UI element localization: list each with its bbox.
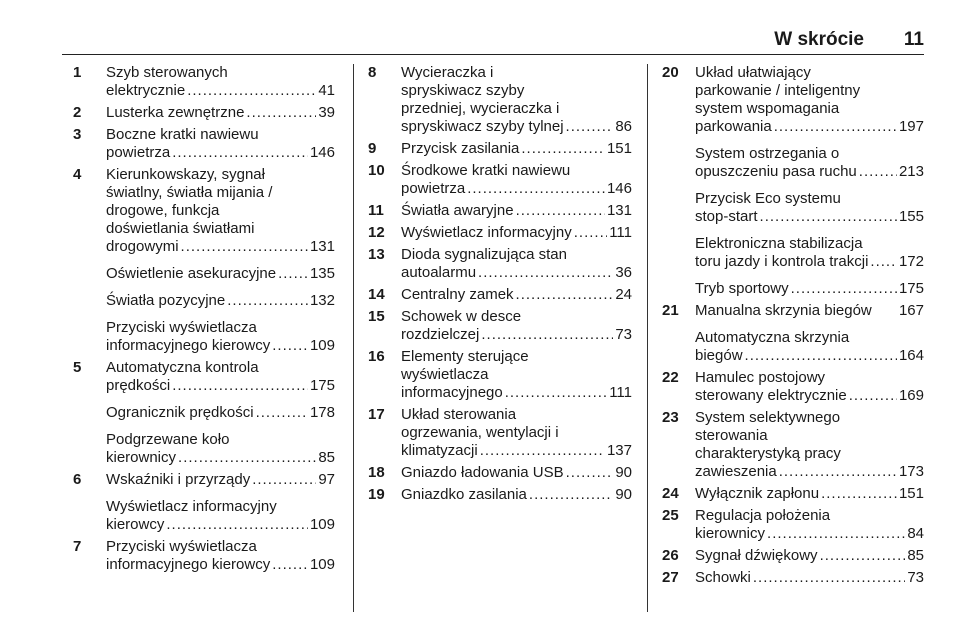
entry-last-line	[401, 140, 632, 158]
leader-dots	[178, 449, 316, 467]
entry-last-line	[401, 486, 632, 504]
entry-label: rozdzielczej	[401, 326, 480, 343]
leader-dots	[166, 516, 308, 534]
index-entry	[662, 485, 924, 503]
page-reference: 85	[907, 547, 924, 564]
entry-last-line	[106, 82, 335, 100]
entry-number: 17	[368, 406, 385, 423]
entry-label: kierownicy	[695, 525, 766, 542]
entry-number: 24	[662, 485, 679, 502]
entry-text-line: Układ sterowania	[401, 406, 517, 423]
leader-dots	[574, 224, 607, 242]
entry-label: Gniazdo ładowania USB	[401, 464, 564, 481]
entry-text-line: wyświetlacza	[401, 366, 489, 383]
entry-text-line: Regulacja położenia	[695, 507, 831, 524]
page-reference: 169	[898, 387, 924, 404]
entry-text-line: Schowek w desce	[401, 308, 522, 325]
leader-dots	[272, 556, 308, 574]
entry-number: 9	[368, 140, 377, 157]
page-number: 11	[903, 29, 924, 50]
entry-number: 18	[368, 464, 385, 481]
entry-last-line	[695, 387, 924, 405]
entry-last-line	[106, 449, 335, 467]
index-entry	[368, 406, 632, 460]
entry-number: 3	[73, 126, 82, 143]
leader-dots	[516, 202, 605, 220]
entry-last-line	[106, 265, 335, 283]
leader-dots	[566, 118, 614, 136]
leader-dots	[767, 525, 905, 543]
entry-last-line	[106, 238, 335, 256]
entry-last-line	[401, 224, 632, 242]
entry-last-line	[106, 144, 335, 162]
page-reference: 213	[898, 163, 924, 180]
index-entry	[73, 471, 335, 489]
entry-number: 12	[368, 224, 385, 241]
entry-label: drogowymi	[106, 238, 179, 255]
index-entry	[368, 140, 632, 158]
page-reference: 173	[898, 463, 924, 480]
entry-text-line: Kierunkowskazy, sygnał	[106, 166, 265, 183]
entry-label: sterowany elektrycznie	[695, 387, 847, 404]
entry-text-line: drogowe, funkcja	[106, 202, 220, 219]
entry-last-line	[695, 302, 924, 320]
entry-label: elektrycznie	[106, 82, 186, 99]
entry-number: 4	[73, 166, 82, 183]
index-entry	[368, 246, 632, 282]
leader-dots	[821, 485, 897, 503]
entry-number: 2	[73, 104, 82, 121]
column-3	[662, 64, 924, 587]
entry-label: Wyświetlacz informacyjny	[401, 224, 572, 241]
leader-dots	[529, 486, 613, 504]
page-reference: 178	[309, 404, 335, 421]
entry-number: 5	[73, 359, 82, 376]
entry-number: 6	[73, 471, 82, 488]
entry-label: Wskaźniki i przyrządy	[106, 471, 251, 488]
index-entry	[662, 190, 924, 226]
entry-label: spryskiwacz szyby tylnej	[401, 118, 564, 135]
entry-last-line	[695, 253, 924, 271]
index-entry	[73, 166, 335, 256]
entry-text-line: Wyświetlacz informacyjny	[106, 498, 277, 515]
column-divider	[647, 64, 648, 612]
leader-dots	[467, 180, 605, 198]
entry-label: opuszczeniu pasa ruchu	[695, 163, 857, 180]
page-reference: 73	[615, 326, 632, 343]
entry-label: kierowcy	[106, 516, 165, 533]
entry-text-line: Przyciski wyświetlacza	[106, 319, 257, 336]
page-reference: 146	[309, 144, 335, 161]
entry-text-line: Hamulec postojowy	[695, 369, 826, 386]
page-reference: 73	[907, 569, 924, 586]
leader-dots	[187, 82, 316, 100]
entry-last-line	[401, 286, 632, 304]
index-entry	[73, 292, 335, 310]
index-entry	[662, 507, 924, 543]
entry-label: Manualna skrzynia biegów	[695, 302, 872, 319]
entry-last-line	[401, 202, 632, 220]
entry-number: 13	[368, 246, 385, 263]
page-title: W skrócie	[774, 29, 864, 50]
page-reference: 109	[309, 556, 335, 573]
entry-text-line: Boczne kratki nawiewu	[106, 126, 259, 143]
entry-text-line: System ostrzegania o	[695, 145, 840, 162]
page-reference: 97	[318, 471, 335, 488]
entry-label: Schowki	[695, 569, 751, 586]
leader-dots	[246, 104, 316, 122]
entry-text-line: Środkowe kratki nawiewu	[401, 162, 571, 179]
entry-last-line	[401, 180, 632, 198]
page-reference: 111	[609, 384, 632, 401]
entry-label: toru jazdy i kontrola trakcji	[695, 253, 869, 270]
entry-label: parkowania	[695, 118, 772, 135]
page-reference: 164	[898, 347, 924, 364]
column-1	[73, 64, 335, 574]
entry-last-line	[695, 547, 924, 565]
leader-dots	[849, 387, 897, 405]
leader-dots	[870, 253, 897, 271]
entry-number: 11	[368, 202, 384, 219]
index-entry	[368, 464, 632, 482]
leader-dots	[227, 292, 308, 310]
entry-label: powietrza	[401, 180, 466, 197]
entry-text-line: spryskiwacz szyby	[401, 82, 525, 99]
page-reference: 131	[606, 202, 632, 219]
page-reference: 146	[606, 180, 632, 197]
entry-label: Tryb sportowy	[695, 280, 789, 297]
entry-label: stop-start	[695, 208, 758, 225]
page-reference: 36	[615, 264, 632, 281]
entry-label: informacyjnego kierowcy	[106, 556, 271, 573]
index-entry	[73, 359, 335, 395]
entry-label: informacyjnego	[401, 384, 503, 401]
page-reference: 90	[615, 464, 632, 481]
entry-last-line	[106, 377, 335, 395]
leader-dots	[252, 471, 316, 489]
page-reference: 90	[615, 486, 632, 503]
leader-dots	[181, 238, 308, 256]
column-2	[368, 64, 632, 504]
entry-label: Światła pozycyjne	[106, 292, 226, 309]
page-reference: 151	[606, 140, 632, 157]
entry-last-line	[695, 280, 924, 298]
entry-text-line: Dioda sygnalizująca stan	[401, 246, 567, 263]
entry-last-line	[106, 337, 335, 355]
index-entry	[662, 280, 924, 298]
index-entry	[368, 162, 632, 198]
leader-dots	[480, 442, 605, 460]
entry-number: 1	[73, 64, 82, 81]
leader-dots	[753, 569, 905, 587]
leader-dots	[278, 265, 308, 283]
entry-label: prędkości	[106, 377, 171, 394]
entry-label: Lusterka zewnętrzne	[106, 104, 245, 121]
entry-text-line: Podgrzewane koło	[106, 431, 230, 448]
page-reference: 172	[898, 253, 924, 270]
entry-last-line	[695, 208, 924, 226]
leader-dots	[820, 547, 906, 565]
entry-text-line: Przyciski wyświetlacza	[106, 538, 257, 555]
entry-number: 10	[368, 162, 385, 179]
entry-label: powietrza	[106, 144, 171, 161]
index-entry	[73, 538, 335, 574]
index-entry	[73, 126, 335, 162]
leader-dots	[566, 464, 614, 482]
entry-last-line	[695, 525, 924, 543]
index-entry	[368, 64, 632, 136]
page-reference: 135	[309, 265, 335, 282]
entry-text-line: System selektywnego	[695, 409, 841, 426]
index-entry	[662, 547, 924, 565]
entry-text-line: Automatyczna kontrola	[106, 359, 259, 376]
page-reference: 109	[309, 516, 335, 533]
entry-number: 7	[73, 538, 82, 555]
entry-text-line: Automatyczna skrzynia	[695, 329, 850, 346]
entry-last-line	[695, 118, 924, 136]
index-entry	[662, 409, 924, 481]
page-reference: 41	[318, 82, 335, 99]
leader-dots	[779, 463, 897, 481]
entry-label: zawieszenia	[695, 463, 777, 480]
index-entry	[368, 486, 632, 504]
entry-text-line: Układ ułatwiający	[695, 64, 811, 81]
entry-last-line	[106, 404, 335, 422]
entry-label: Oświetlenie asekuracyjne	[106, 265, 277, 282]
entry-last-line	[106, 471, 335, 489]
entry-number: 20	[662, 64, 679, 81]
entry-number: 25	[662, 507, 679, 524]
column-divider	[353, 64, 354, 612]
page-reference: 24	[615, 286, 632, 303]
leader-dots	[760, 208, 897, 226]
entry-text-line: sterowania	[695, 427, 768, 444]
index-entry	[73, 104, 335, 122]
entry-last-line	[695, 347, 924, 365]
entry-label: autoalarmu	[401, 264, 477, 281]
entry-label: Centralny zamek	[401, 286, 514, 303]
entry-number: 16	[368, 348, 385, 365]
index-entry	[662, 64, 924, 136]
page-reference: 86	[615, 118, 632, 135]
entry-number: 21	[662, 302, 679, 319]
entry-text-line: Szyb sterowanych	[106, 64, 228, 81]
index-entry	[73, 431, 335, 467]
entry-text-line: Przycisk Eco systemu	[695, 190, 841, 207]
entry-label: Wyłącznik zapłonu	[695, 485, 820, 502]
index-entry	[368, 286, 632, 304]
entry-last-line	[401, 464, 632, 482]
index-entry	[73, 319, 335, 355]
entry-last-line	[401, 442, 632, 460]
index-entry	[73, 498, 335, 534]
entry-text-line: parkowanie / inteligentny	[695, 82, 861, 99]
leader-dots	[172, 144, 308, 162]
entry-label: klimatyzacji	[401, 442, 478, 459]
entry-label: Światła awaryjne	[401, 202, 514, 219]
entry-last-line	[106, 292, 335, 310]
page-reference: 131	[309, 238, 335, 255]
entry-last-line	[106, 104, 335, 122]
entry-text-line: ogrzewania, wentylacji i	[401, 424, 559, 441]
entry-last-line	[695, 569, 924, 587]
entry-number: 27	[662, 569, 679, 586]
entry-label: Przycisk zasilania	[401, 140, 520, 157]
entry-text-line: Elektroniczna stabilizacja	[695, 235, 863, 252]
page-reference: 175	[898, 280, 924, 297]
leader-dots	[172, 377, 308, 395]
page-reference: 85	[318, 449, 335, 466]
page-reference: 175	[309, 377, 335, 394]
entry-number: 19	[368, 486, 385, 503]
index-entry	[662, 369, 924, 405]
leader-dots	[521, 140, 605, 158]
entry-last-line	[401, 326, 632, 344]
index-entry	[662, 145, 924, 181]
index-entry	[73, 265, 335, 283]
entry-text-line: system wspomagania	[695, 100, 840, 117]
page-header	[62, 24, 924, 55]
entry-text-line: Wycieraczka i	[401, 64, 494, 81]
entry-last-line	[106, 516, 335, 534]
page-reference: 167	[898, 302, 924, 319]
entry-number: 8	[368, 64, 377, 81]
index-entry	[368, 202, 632, 220]
entry-last-line	[695, 485, 924, 503]
leader-dots	[481, 326, 613, 344]
index-entry	[368, 224, 632, 242]
entry-label: Gniazdko zasilania	[401, 486, 527, 503]
leader-dots	[505, 384, 607, 402]
entry-last-line	[695, 463, 924, 481]
entry-label: Ogranicznik prędkości	[106, 404, 254, 421]
page-reference: 151	[898, 485, 924, 502]
page-reference: 197	[898, 118, 924, 135]
entry-last-line	[401, 118, 632, 136]
index-entry	[368, 308, 632, 344]
page-reference: 109	[309, 337, 335, 354]
index-entry	[368, 348, 632, 402]
entry-label: kierownicy	[106, 449, 177, 466]
index-entry	[662, 329, 924, 365]
entry-number: 26	[662, 547, 679, 564]
entry-label: Sygnał dźwiękowy	[695, 547, 818, 564]
entry-text-line: Elementy sterujące	[401, 348, 529, 365]
entry-label: informacyjnego kierowcy	[106, 337, 271, 354]
index-entry	[662, 235, 924, 271]
index-entry	[662, 569, 924, 587]
entry-last-line	[401, 384, 632, 402]
entry-last-line	[401, 264, 632, 282]
leader-dots	[272, 337, 308, 355]
index-entry	[73, 404, 335, 422]
entry-number: 14	[368, 286, 385, 303]
entry-number: 23	[662, 409, 679, 426]
entry-text-line: przedniej, wycieraczka i	[401, 100, 560, 117]
entry-text-line: charakterystyką pracy	[695, 445, 841, 462]
entry-last-line	[106, 556, 335, 574]
leader-dots	[774, 118, 897, 136]
entry-number: 15	[368, 308, 385, 325]
leader-dots	[516, 286, 614, 304]
leader-dots	[478, 264, 613, 282]
page-reference: 111	[609, 224, 632, 241]
index-entry	[662, 302, 924, 320]
page-reference: 132	[309, 292, 335, 309]
index-entry	[73, 64, 335, 100]
entry-text-line: doświetlania światłami	[106, 220, 255, 237]
page-reference: 137	[606, 442, 632, 459]
leader-dots	[256, 404, 308, 422]
entry-number: 22	[662, 369, 679, 386]
leader-dots	[791, 280, 897, 298]
entry-text-line: światlny, światła mijania /	[106, 184, 273, 201]
page-reference: 39	[318, 104, 335, 121]
page-reference: 84	[907, 525, 924, 542]
entry-label: biegów	[695, 347, 743, 364]
leader-dots	[859, 163, 897, 181]
entry-last-line	[695, 163, 924, 181]
page-reference: 155	[898, 208, 924, 225]
leader-dots	[745, 347, 897, 365]
